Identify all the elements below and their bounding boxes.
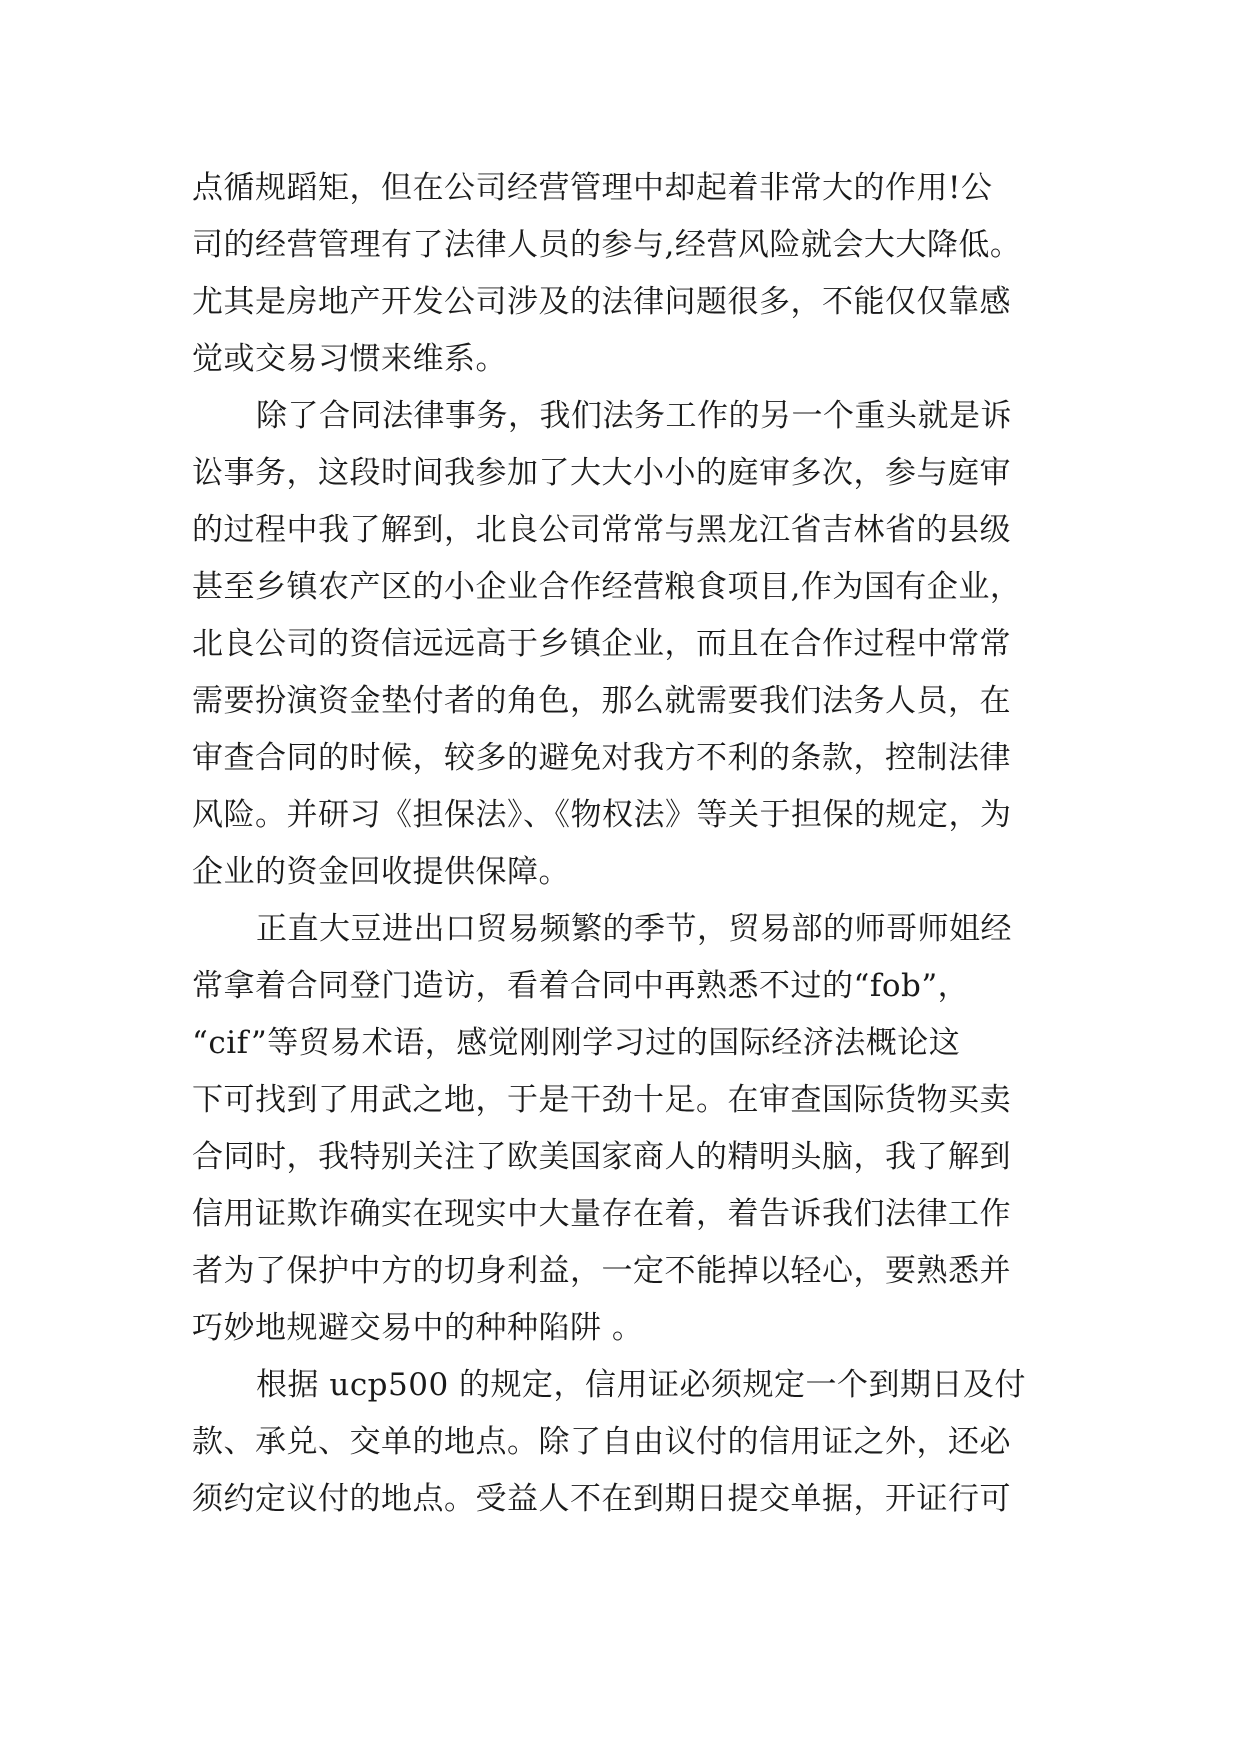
text-line: 讼事务，这段时间我参加了大大小小的庭审多次，参与庭审: [192, 455, 1011, 491]
text-line: “cif”等贸易术语，感觉刚刚学习过的国际经济法概论这: [192, 1025, 961, 1061]
text-line: 北良公司的资信远远高于乡镇企业，而且在合作过程中常常: [192, 626, 1011, 662]
text-line: 觉或交易习惯来维系。: [192, 341, 507, 377]
text-line: 合同时，我特别关注了欧美国家商人的精明头脑，我了解到: [192, 1139, 1011, 1175]
text-line: 点循规蹈矩，但在公司经营管理中却起着非常大的作用!公: [192, 170, 993, 206]
paragraph: [192, 901, 1092, 1357]
text-line: 甚至乡镇农产区的小企业合作经营粮食项目,作为国有企业，: [192, 569, 1022, 605]
text-line: 巧妙地规避交易中的种种陷阱 。: [192, 1310, 644, 1346]
text-line: 审查合同的时候，较多的避免对我方不利的条款，控制法律: [192, 740, 1011, 776]
text-line: 下可找到了用武之地，于是干劲十足。在审查国际货物买卖: [192, 1082, 1011, 1118]
text-line: 的过程中我了解到，北良公司常常与黑龙江省吉林省的县级: [192, 512, 1011, 548]
text-line: 需要扮演资金垫付者的角色，那么就需要我们法务人员，在: [192, 683, 1011, 719]
paragraph: [192, 160, 1092, 388]
text-line: 除了合同法律事务，我们法务工作的另一个重头就是诉: [256, 398, 1012, 434]
text-line: 信用证欺诈确实在现实中大量存在着，着告诉我们法律工作: [192, 1196, 1011, 1232]
body-text: [192, 160, 1092, 1528]
text-line: 尤其是房地产开发公司涉及的法律问题很多，不能仅仅靠感: [192, 284, 1011, 320]
text-line: 常拿着合同登门造访，看着合同中再熟悉不过的“fob”，: [192, 968, 970, 1004]
paragraph: [192, 388, 1092, 901]
text-line: 款、承兑、交单的地点。除了自由议付的信用证之外，还必: [192, 1424, 1011, 1460]
text-line: 风险。并研习《担保法》、《物权法》等关于担保的规定，为: [192, 797, 1012, 833]
text-line: 须约定议付的地点。受益人不在到期日提交单据，开证行可: [192, 1481, 1011, 1517]
text-line: 者为了保护中方的切身利益，一定不能掉以轻心，要熟悉并: [192, 1253, 1011, 1289]
paragraph: [192, 1357, 1092, 1528]
text-line: 企业的资金回收提供保障。: [192, 854, 570, 890]
text-line: 根据 ucp500 的规定，信用证必须规定一个到期日及付: [256, 1367, 1027, 1403]
text-line: 正直大豆进出口贸易频繁的季节，贸易部的师哥师姐经: [256, 911, 1012, 947]
text-line: 司的经营管理有了法律人员的参与,经营风险就会大大降低。: [192, 227, 1022, 263]
